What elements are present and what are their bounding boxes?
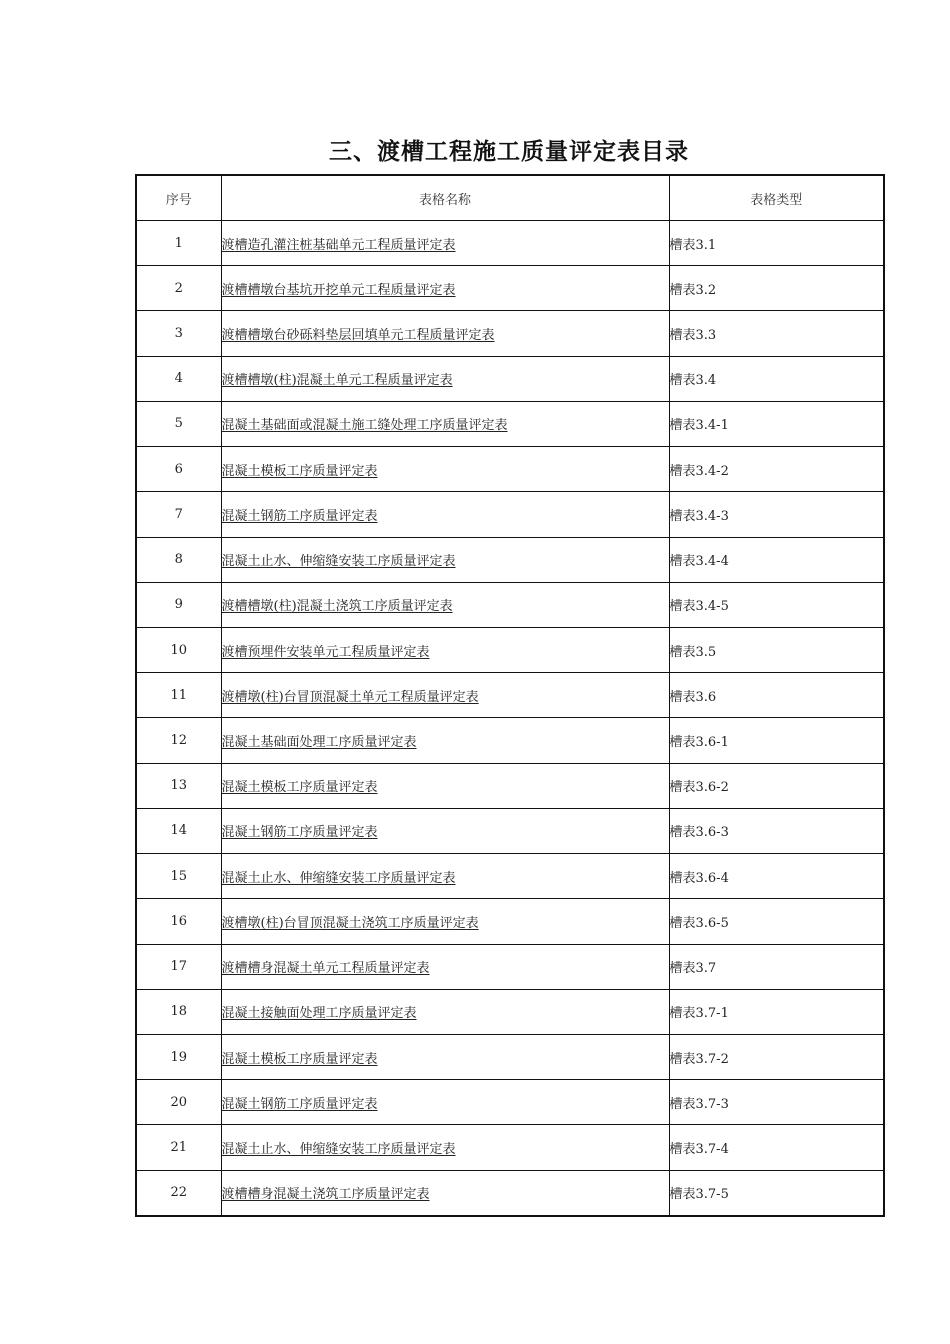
table-row bbox=[136, 763, 884, 808]
row-number: 18 bbox=[136, 989, 221, 1034]
form-name-cell bbox=[221, 1080, 669, 1125]
table-row bbox=[136, 401, 884, 446]
form-type-cell: 槽表3.5 bbox=[669, 627, 884, 672]
row-number: 14 bbox=[136, 808, 221, 853]
form-type-cell: 槽表3.4-3 bbox=[669, 492, 884, 537]
column-header-number: 序号 bbox=[136, 175, 221, 221]
form-name-cell bbox=[221, 944, 669, 989]
row-number: 16 bbox=[136, 899, 221, 944]
form-name-cell bbox=[221, 401, 669, 446]
form-name-cell bbox=[221, 989, 669, 1034]
table-row bbox=[136, 311, 884, 356]
form-name-link[interactable]: 混凝土模板工序质量评定表 bbox=[221, 1051, 378, 1067]
table-row bbox=[136, 989, 884, 1034]
form-type-cell: 槽表3.3 bbox=[669, 311, 884, 356]
table-row bbox=[136, 1034, 884, 1079]
row-number: 9 bbox=[136, 582, 221, 627]
form-name-link[interactable]: 渡槽槽身混凝土浇筑工序质量评定表 bbox=[221, 1187, 430, 1203]
form-type-cell: 槽表3.6-2 bbox=[669, 763, 884, 808]
form-name-link[interactable]: 渡槽槽身混凝土单元工程质量评定表 bbox=[221, 961, 430, 977]
table-row bbox=[136, 266, 884, 311]
form-name-link[interactable]: 渡槽槽墩(柱)混凝土单元工程质量评定表 bbox=[221, 373, 453, 389]
form-name-link[interactable]: 渡槽槽墩台砂砾料垫层回填单元工程质量评定表 bbox=[221, 328, 495, 344]
form-name-cell bbox=[221, 582, 669, 627]
form-name-link[interactable]: 混凝土钢筋工序质量评定表 bbox=[221, 508, 378, 524]
form-name-link[interactable]: 渡槽造孔灌注桩基础单元工程质量评定表 bbox=[221, 237, 456, 253]
table-row bbox=[136, 673, 884, 718]
table-row bbox=[136, 1170, 884, 1216]
form-name-cell bbox=[221, 311, 669, 356]
form-name-cell bbox=[221, 854, 669, 899]
form-name-cell bbox=[221, 492, 669, 537]
table-row bbox=[136, 537, 884, 582]
row-number: 1 bbox=[136, 221, 221, 266]
form-name-link[interactable]: 渡槽槽墩台基坑开挖单元工程质量评定表 bbox=[221, 282, 456, 298]
table-row bbox=[136, 492, 884, 537]
row-number: 12 bbox=[136, 718, 221, 763]
form-name-cell bbox=[221, 1125, 669, 1170]
row-number: 21 bbox=[136, 1125, 221, 1170]
form-name-link[interactable]: 混凝土钢筋工序质量评定表 bbox=[221, 1096, 378, 1112]
form-type-cell: 槽表3.6-3 bbox=[669, 808, 884, 853]
form-type-cell: 槽表3.2 bbox=[669, 266, 884, 311]
table-row bbox=[136, 221, 884, 266]
form-name-link[interactable]: 渡槽预埋件安装单元工程质量评定表 bbox=[221, 644, 430, 660]
form-name-cell bbox=[221, 808, 669, 853]
row-number: 15 bbox=[136, 854, 221, 899]
form-name-link[interactable]: 混凝土钢筋工序质量评定表 bbox=[221, 825, 378, 841]
form-type-cell: 槽表3.7-4 bbox=[669, 1125, 884, 1170]
form-name-link[interactable]: 混凝土接触面处理工序质量评定表 bbox=[221, 1006, 417, 1022]
form-type-cell: 槽表3.4-4 bbox=[669, 537, 884, 582]
form-name-cell bbox=[221, 221, 669, 266]
form-type-cell: 槽表3.1 bbox=[669, 221, 884, 266]
form-type-cell: 槽表3.7-5 bbox=[669, 1170, 884, 1216]
form-name-cell bbox=[221, 1034, 669, 1079]
form-type-cell: 槽表3.6-4 bbox=[669, 854, 884, 899]
form-name-cell bbox=[221, 718, 669, 763]
form-name-cell bbox=[221, 537, 669, 582]
row-number: 20 bbox=[136, 1080, 221, 1125]
page-title: 三、渡槽工程施工质量评定表目录 bbox=[329, 139, 689, 165]
form-name-link[interactable]: 混凝土止水、伸缩缝安装工序质量评定表 bbox=[221, 1141, 456, 1157]
form-name-link[interactable]: 混凝土基础面处理工序质量评定表 bbox=[221, 735, 417, 751]
form-type-cell: 槽表3.7 bbox=[669, 944, 884, 989]
form-index-table bbox=[135, 174, 885, 1217]
column-header-form-name: 表格名称 bbox=[221, 175, 669, 221]
row-number: 3 bbox=[136, 311, 221, 356]
row-number: 22 bbox=[136, 1170, 221, 1216]
row-number: 17 bbox=[136, 944, 221, 989]
form-name-link[interactable]: 渡槽槽墩(柱)混凝土浇筑工序质量评定表 bbox=[221, 599, 453, 615]
table-row bbox=[136, 582, 884, 627]
table-row bbox=[136, 1125, 884, 1170]
form-type-cell: 槽表3.7-2 bbox=[669, 1034, 884, 1079]
form-name-cell bbox=[221, 266, 669, 311]
table-row bbox=[136, 447, 884, 492]
form-name-cell bbox=[221, 447, 669, 492]
table-row bbox=[136, 1080, 884, 1125]
form-name-cell bbox=[221, 673, 669, 718]
form-type-cell: 槽表3.4 bbox=[669, 356, 884, 401]
form-type-cell: 槽表3.6-1 bbox=[669, 718, 884, 763]
form-name-link[interactable]: 渡槽墩(柱)台冒顶混凝土浇筑工序质量评定表 bbox=[221, 915, 479, 931]
row-number: 13 bbox=[136, 763, 221, 808]
form-name-link[interactable]: 混凝土模板工序质量评定表 bbox=[221, 463, 378, 479]
form-type-cell: 槽表3.6-5 bbox=[669, 899, 884, 944]
form-name-link[interactable]: 混凝土模板工序质量评定表 bbox=[221, 780, 378, 796]
row-number: 2 bbox=[136, 266, 221, 311]
table-row bbox=[136, 718, 884, 763]
form-name-cell bbox=[221, 763, 669, 808]
form-name-link[interactable]: 混凝土止水、伸缩缝安装工序质量评定表 bbox=[221, 554, 456, 570]
table-row bbox=[136, 356, 884, 401]
row-number: 8 bbox=[136, 537, 221, 582]
form-name-cell bbox=[221, 899, 669, 944]
form-type-cell: 槽表3.4-1 bbox=[669, 401, 884, 446]
row-number: 7 bbox=[136, 492, 221, 537]
row-number: 11 bbox=[136, 673, 221, 718]
row-number: 4 bbox=[136, 356, 221, 401]
column-header-form-type: 表格类型 bbox=[669, 175, 884, 221]
table-body bbox=[136, 221, 884, 1217]
row-number: 10 bbox=[136, 627, 221, 672]
table-row bbox=[136, 899, 884, 944]
form-name-link[interactable]: 渡槽墩(柱)台冒顶混凝土单元工程质量评定表 bbox=[221, 689, 479, 705]
form-name-link[interactable]: 混凝土基础面或混凝土施工缝处理工序质量评定表 bbox=[221, 418, 508, 434]
table-header-row bbox=[136, 175, 884, 221]
row-number: 6 bbox=[136, 447, 221, 492]
form-name-link[interactable]: 混凝土止水、伸缩缝安装工序质量评定表 bbox=[221, 870, 456, 886]
row-number: 19 bbox=[136, 1034, 221, 1079]
table-row bbox=[136, 627, 884, 672]
form-type-cell: 槽表3.4-5 bbox=[669, 582, 884, 627]
table-row bbox=[136, 808, 884, 853]
table-row bbox=[136, 944, 884, 989]
form-type-cell: 槽表3.4-2 bbox=[669, 447, 884, 492]
form-type-cell: 槽表3.6 bbox=[669, 673, 884, 718]
form-name-cell bbox=[221, 627, 669, 672]
row-number: 5 bbox=[136, 401, 221, 446]
form-name-cell bbox=[221, 356, 669, 401]
form-type-cell: 槽表3.7-1 bbox=[669, 989, 884, 1034]
table-row bbox=[136, 854, 884, 899]
form-name-cell bbox=[221, 1170, 669, 1216]
form-type-cell: 槽表3.7-3 bbox=[669, 1080, 884, 1125]
